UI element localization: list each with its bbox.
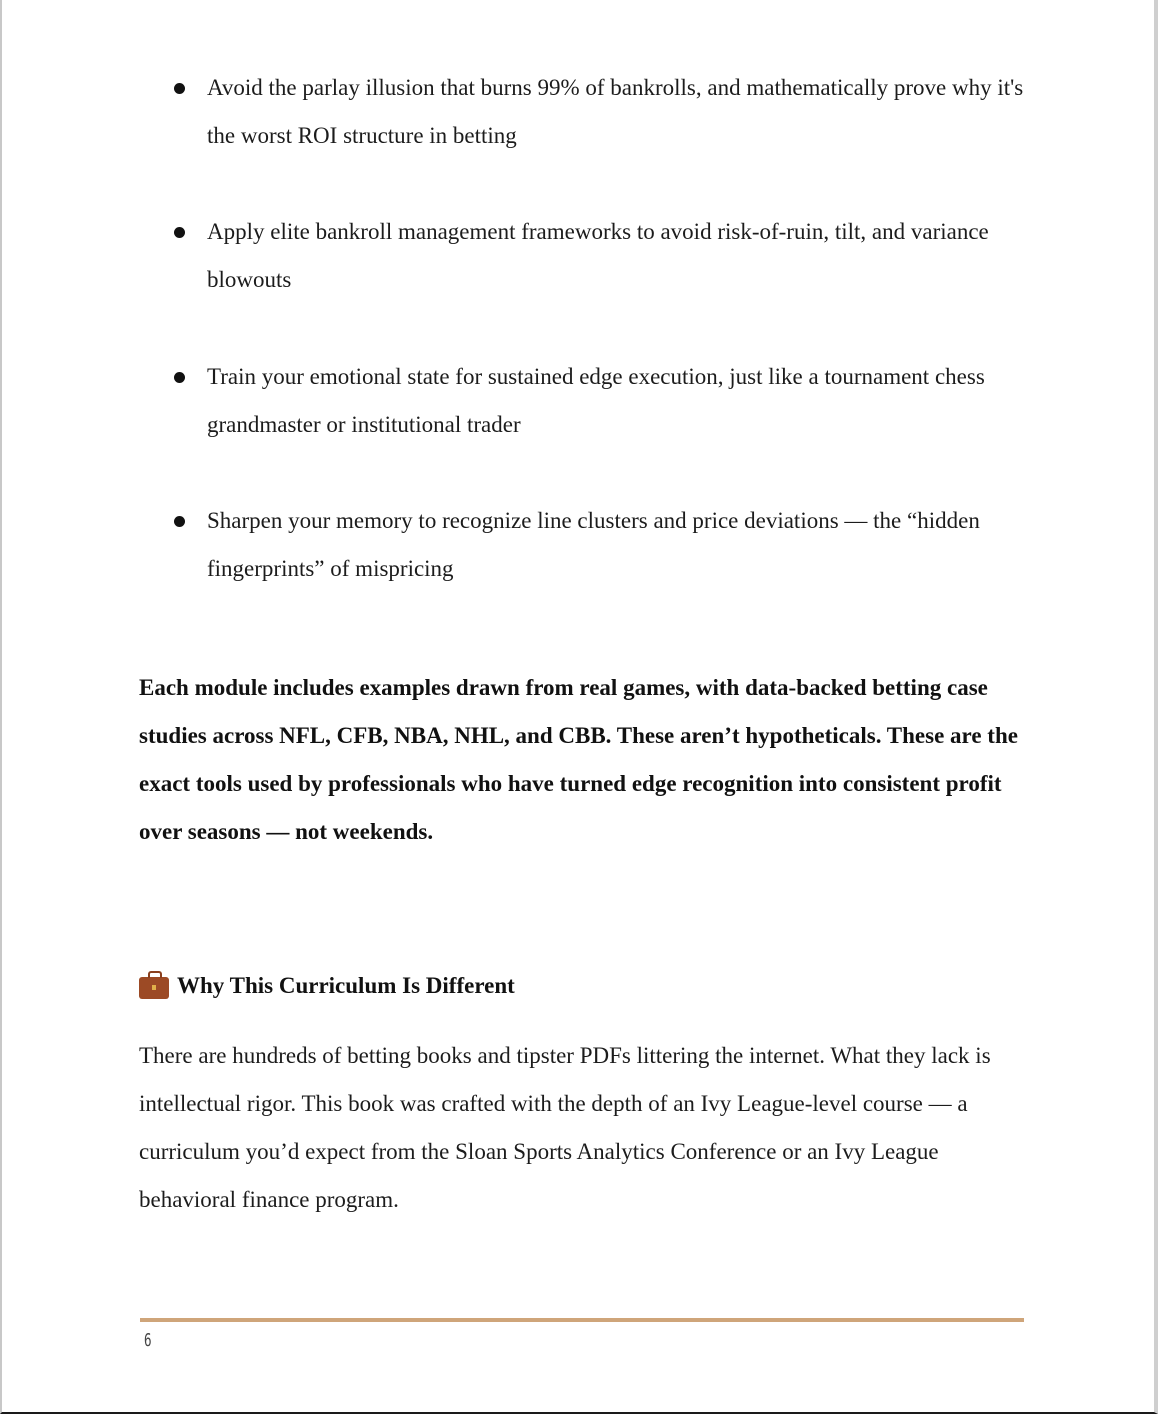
section-heading <box>139 966 515 1006</box>
bullet-text: Avoid the parlay illusion that burns 99% of bankrolls, and mathematically prove why it's the worst ROI structure in betting <box>207 75 1024 148</box>
bullet-text: Sharpen your memory to recognize line clusters and price deviations — the “hidden fingerprints” of mispricing <box>207 508 980 581</box>
bullet-item <box>207 497 1027 593</box>
bullet-dot-icon <box>174 372 185 383</box>
bullet-dot-icon <box>174 516 185 527</box>
body-paragraph: There are hundreds of betting books and tipster PDFs littering the internet. What they lack is intellectual rigor. This book was crafted with the depth of an Ivy League-level course — a curriculum you’d expect from the Sloan Sports Analytics Conference or an Ivy League behavioral finance program. <box>139 1043 991 1212</box>
bullet-item <box>207 64 1027 160</box>
page-number: 6 <box>144 1330 152 1351</box>
bullet-text: Apply elite bankroll management frameworks to avoid risk-of-ruin, tilt, and variance blowouts <box>207 219 989 292</box>
bullet-text: Train your emotional state for sustained edge execution, just like a tournament chess grandmaster or institutional trader <box>207 364 985 437</box>
emphasis-paragraph: Each module includes examples drawn from real games, with data-backed betting case studies across NFL, CFB, NBA, NHL, and CBB. These aren’t hypotheticals. These are the exact tools used by professionals who have turned edge recognition into consistent profit over seasons — not weekends. <box>139 675 1018 844</box>
bullet-dot-icon <box>174 83 185 94</box>
bullet-dot-icon <box>174 227 185 238</box>
section-heading-text: Why This Curriculum Is Different <box>177 973 515 998</box>
briefcase-icon <box>139 977 169 999</box>
footer-divider <box>140 1318 1024 1322</box>
bullet-item <box>207 208 1027 304</box>
bullet-item <box>207 353 1027 449</box>
